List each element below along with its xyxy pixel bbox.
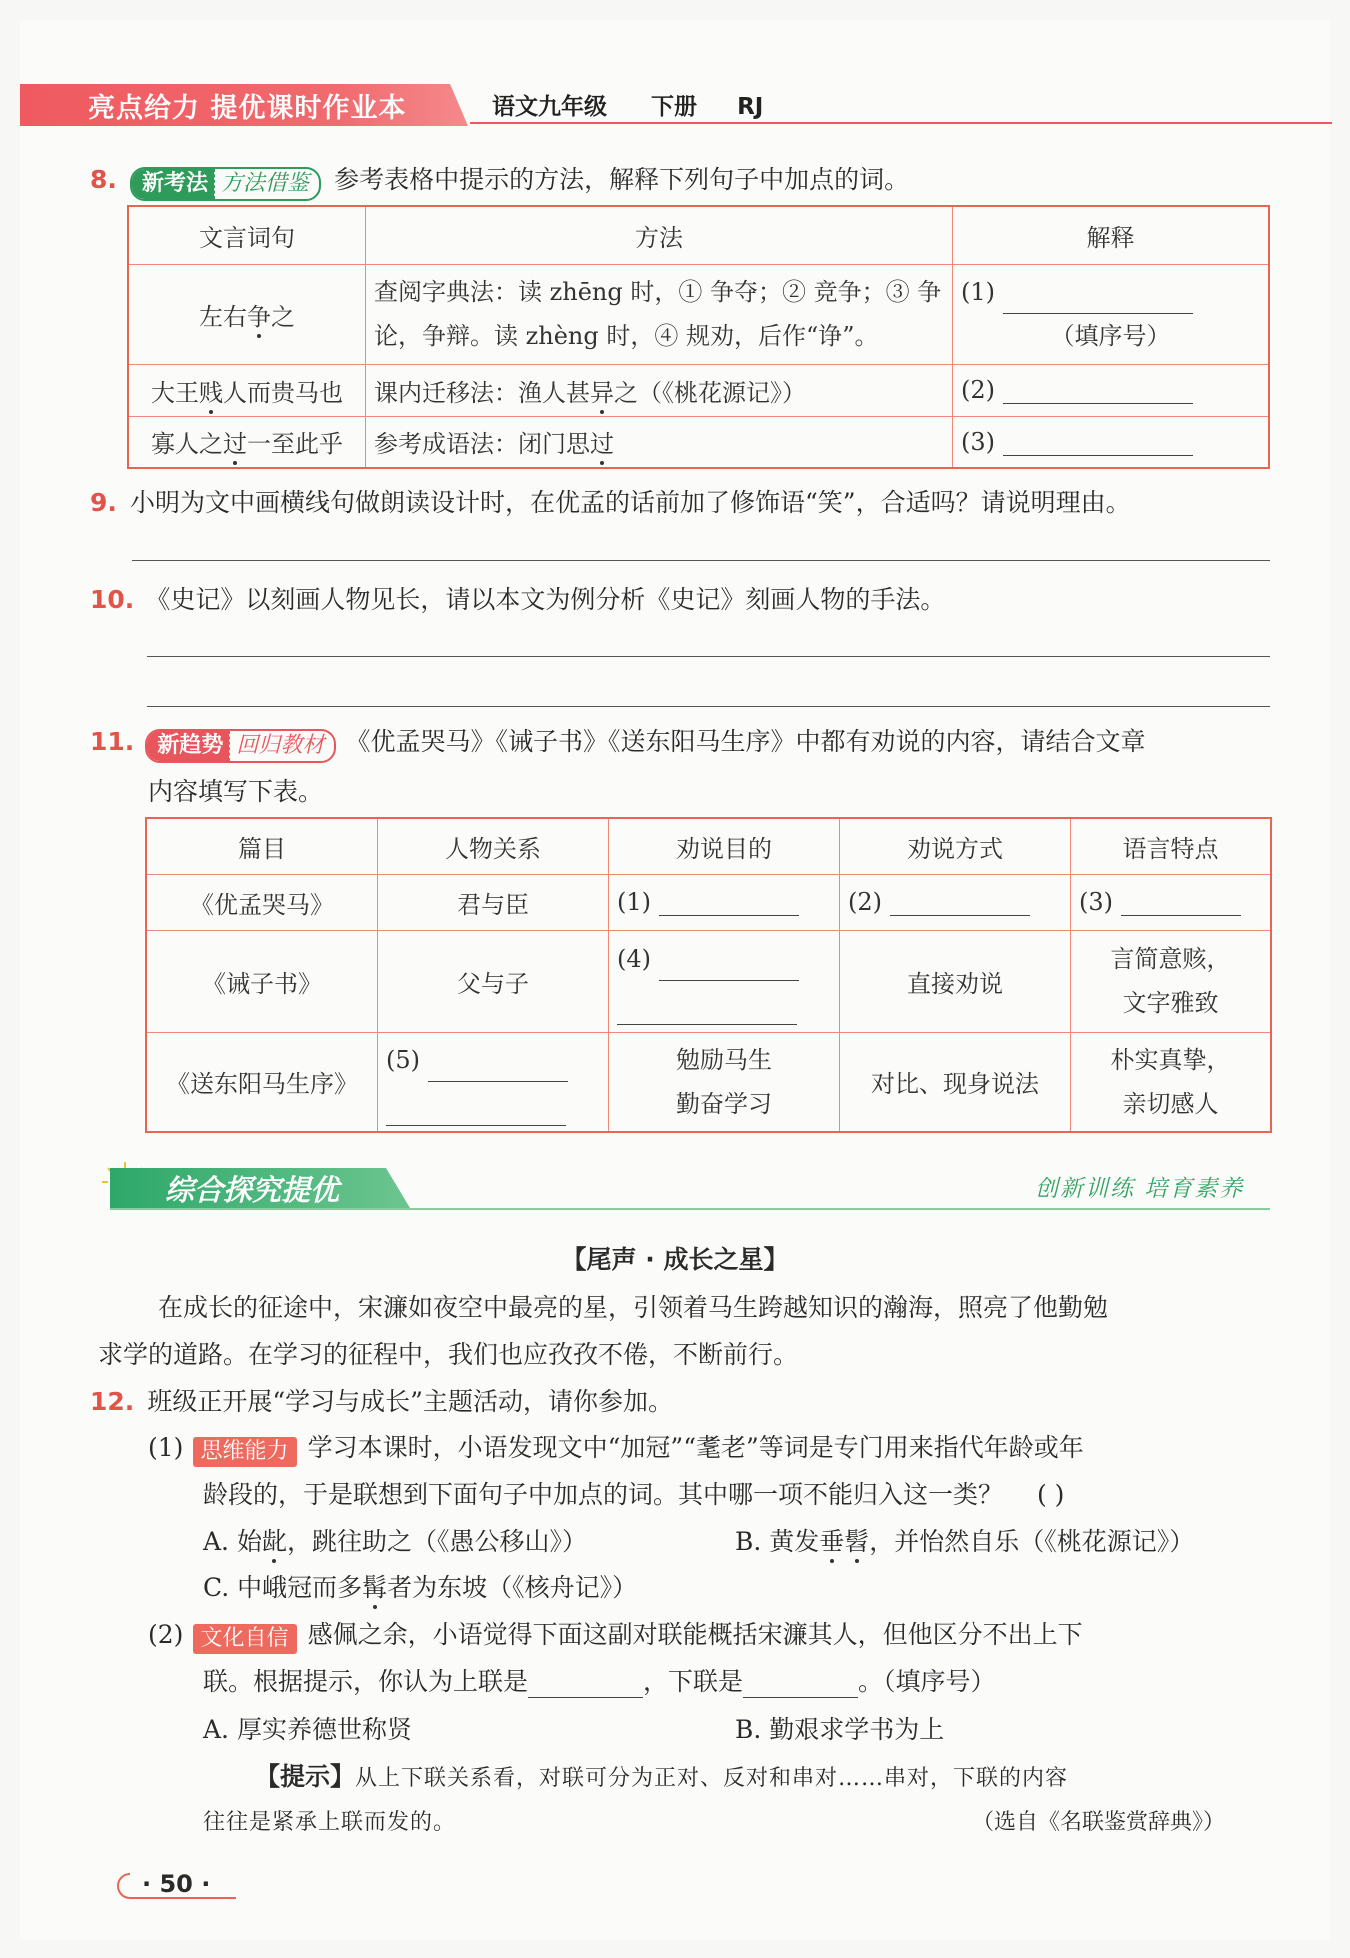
q12-sub1-line2: 龄段的，于是联想到下面句子中加点的词。其中哪一项不能归入这一类？ bbox=[203, 1480, 1004, 1509]
epilogue-p1: 在成长的征途中，宋濂如夜空中最亮的星，引领着马生跨越知识的瀚海，照亮了他勤勉 bbox=[158, 1293, 1109, 1322]
q12-hint bbox=[255, 1757, 1068, 1793]
q12-sub2-line2b: ，下联是 bbox=[643, 1667, 744, 1696]
q8-r3-method: 参考成语法：闭门思过 bbox=[366, 416, 953, 468]
q8-r1-method-line1: 查阅字典法：读 zhēng 时，① 争夺；② 竞争；③ 争 bbox=[374, 278, 942, 306]
q11-r1-style-cell bbox=[1071, 874, 1272, 930]
q8-prompt: 参考表格中提示的方法，解释下列句子中加点的词。 bbox=[334, 165, 910, 194]
q8-r1-method-line2: 论，争辩。读 zhèng 时，④ 规劝，后作“诤”。 bbox=[374, 322, 879, 350]
q8-r3-label: (3) bbox=[961, 427, 995, 456]
q8-number: 8. bbox=[90, 165, 117, 194]
q8-tag bbox=[130, 167, 321, 201]
q11-heading bbox=[90, 722, 1146, 763]
q11-r3-title: 《送东阳马生序》 bbox=[146, 1032, 378, 1132]
q8-row-3 bbox=[128, 416, 1269, 468]
q8-r2-answer bbox=[953, 364, 1270, 416]
header-rule bbox=[470, 122, 1332, 124]
q12-option-c: C. 中峨冠而多髯者为东坡（《核舟记》） bbox=[203, 1573, 638, 1602]
q12-couplet-b: B. 勤艰求学书为上 bbox=[735, 1715, 945, 1744]
q8-tag-b: 方法借鉴 bbox=[214, 169, 319, 199]
q11-answer-2[interactable] bbox=[890, 889, 1030, 916]
q11-header-purpose: 劝说目的 bbox=[609, 818, 840, 874]
q8-r1-method bbox=[366, 264, 953, 364]
q11-r1-purpose: (1) bbox=[617, 888, 651, 916]
q9-text: 小明为文中画横线句做朗读设计时，在优孟的话前加了修饰语“笑”，合适吗？请说明理由。 bbox=[130, 488, 1131, 517]
q12-sub1-answer[interactable]: ( ) bbox=[1036, 1480, 1065, 1509]
q11-r1-style: (3) bbox=[1079, 888, 1113, 916]
q11-answer-1[interactable] bbox=[659, 889, 799, 916]
q11-line2: 内容填写下表。 bbox=[148, 777, 324, 806]
q10-text: 《史记》以刻画人物见长，请以本文为例分析《史记》刻画人物的手法。 bbox=[145, 585, 946, 614]
q8-header-explain: 解释 bbox=[953, 206, 1270, 264]
q8-r3-answer bbox=[953, 416, 1270, 468]
q8-r3-sentence: 寡人之过一至此乎 bbox=[128, 416, 366, 468]
q11-header-relation: 人物关系 bbox=[378, 818, 609, 874]
q12-lower-answer[interactable] bbox=[743, 1671, 858, 1698]
section-motto: 创新训练 培育素养 bbox=[1035, 1176, 1245, 1202]
q10-answer-line-2[interactable] bbox=[147, 706, 1270, 707]
q11-r1-purpose-cell bbox=[609, 874, 840, 930]
q12-sub1-line1: 学习本课时，小语发现文中“加冠”“耄老”等词是专门用来指代年龄或年 bbox=[307, 1433, 1084, 1462]
q11-answer-5[interactable] bbox=[428, 1055, 568, 1082]
q12-sub1-label: (1) bbox=[148, 1433, 184, 1462]
q11-number: 11. bbox=[90, 727, 135, 756]
q11-header-way: 劝说方式 bbox=[840, 818, 1071, 874]
q11-answer-3[interactable] bbox=[1121, 889, 1241, 916]
q11-r2-purpose: (4) bbox=[617, 945, 651, 973]
q9 bbox=[90, 483, 1131, 519]
q11-tag-a: 新趋势 bbox=[147, 731, 229, 761]
q8-r2-sentence: 大王贱人而贵马也 bbox=[128, 364, 366, 416]
q12-sub2-line1: 感佩之余，小语觉得下面这副对联能概括宋濂其人，但他区分不出上下 bbox=[307, 1620, 1083, 1649]
q8-header-sentence: 文言词句 bbox=[128, 206, 366, 264]
q11-r1-way: (2) bbox=[848, 888, 882, 916]
q10-answer-line-1[interactable] bbox=[147, 656, 1270, 657]
q12-sub2-line2a: 联。根据提示，你认为上联是 bbox=[203, 1667, 529, 1696]
q12-sub2-tag: 文化自信 bbox=[193, 1624, 297, 1654]
header-book-info bbox=[492, 88, 763, 121]
header-subject: 语文九年级 bbox=[492, 94, 607, 120]
q12-heading bbox=[90, 1382, 673, 1418]
q9-answer-line[interactable] bbox=[132, 560, 1270, 561]
q8-r1-label: (1) bbox=[961, 278, 995, 306]
q11-r2-way: 直接劝说 bbox=[840, 930, 1071, 1032]
q11-r2-style2: 文字雅致 bbox=[1122, 989, 1219, 1017]
q10-number: 10. bbox=[90, 585, 135, 614]
page-number: · 50 · bbox=[142, 1870, 211, 1898]
q11-row-2 bbox=[146, 930, 1271, 1032]
q11-table bbox=[145, 817, 1272, 1133]
q11-row-3 bbox=[146, 1032, 1271, 1132]
q11-answer-4b[interactable] bbox=[617, 998, 797, 1025]
q12-number: 12. bbox=[90, 1387, 135, 1416]
header-edition: RJ bbox=[737, 94, 764, 120]
q12-hint-label: 【提示】 bbox=[255, 1762, 356, 1791]
q8-header-method: 方法 bbox=[366, 206, 953, 264]
q11-r2-purpose-cell bbox=[609, 930, 840, 1032]
q11-r1-relation: 君与臣 bbox=[378, 874, 609, 930]
q8-answer-2[interactable] bbox=[1003, 377, 1193, 404]
q12-intro: 班级正开展“学习与成长”主题活动，请你参加。 bbox=[147, 1387, 673, 1416]
q8-tag-a: 新考法 bbox=[132, 169, 214, 199]
q12-sub2-line2c: 。（填序号） bbox=[858, 1667, 996, 1696]
q12-option-b: B. 黄发垂髫，并怡然自乐（《桃花源记》） bbox=[735, 1527, 1195, 1556]
q11-r2-style1: 言简意赅， bbox=[1110, 945, 1231, 973]
q8-answer-1[interactable] bbox=[1003, 287, 1193, 314]
q11-r3-purpose2: 勤奋学习 bbox=[676, 1089, 772, 1118]
q8-row-1 bbox=[128, 264, 1269, 364]
q11-r1-title: 《优孟哭马》 bbox=[146, 874, 378, 930]
q12-sub1 bbox=[148, 1428, 1084, 1467]
header-volume: 下册 bbox=[651, 94, 698, 120]
q11-r2-style-cell bbox=[1071, 930, 1272, 1032]
q11-r2-relation: 父与子 bbox=[378, 930, 609, 1032]
q8-r2-label: (2) bbox=[961, 376, 995, 404]
q11-tag bbox=[145, 729, 336, 763]
q11-r3-purpose1: 勉励马生 bbox=[676, 1045, 772, 1074]
q11-r3-purpose-cell bbox=[609, 1032, 840, 1132]
q11-header-style: 语言特点 bbox=[1071, 818, 1272, 874]
q12-sub2-line2 bbox=[203, 1662, 996, 1698]
section-title: 综合探究提优 bbox=[165, 1173, 340, 1207]
q11-r1-way-cell bbox=[840, 874, 1071, 930]
q8-r1-answer bbox=[953, 264, 1270, 364]
q11-r3-style1: 朴实真挚， bbox=[1110, 1045, 1231, 1074]
section-rule bbox=[110, 1208, 1270, 1210]
epilogue-heading: 【尾声 · 成长之星】 bbox=[561, 1245, 789, 1274]
q12-hint-line1: 从上下联关系看，对联可分为正对、反对和串对……串对，下联的内容 bbox=[355, 1766, 1069, 1791]
q12-option-a: A. 始龀，跳往助之（《愚公移山》） bbox=[203, 1527, 587, 1556]
q11-header-title: 篇目 bbox=[146, 818, 378, 874]
q8-r1-sentence: 左右争之 bbox=[128, 264, 366, 364]
q8-table bbox=[127, 205, 1270, 469]
header-brand: 亮点给力 提优课时作业本 bbox=[88, 93, 407, 124]
q12-hint-line2: 往往是紧承上联而发的。 bbox=[203, 1810, 457, 1835]
q11-r3-way: 对比、现身说法 bbox=[840, 1032, 1071, 1132]
q11-r3-relation: (5) bbox=[386, 1045, 420, 1074]
q11-r3-relation-cell bbox=[378, 1032, 609, 1132]
q11-line1: 《优孟哭马》《诫子书》《送东阳马生序》中都有劝说的内容，请结合文章 bbox=[345, 727, 1146, 756]
q10 bbox=[90, 580, 945, 616]
q11-r3-style-cell bbox=[1071, 1032, 1272, 1132]
q12-sub1-tag: 思维能力 bbox=[193, 1437, 297, 1467]
q12-upper-answer[interactable] bbox=[528, 1671, 643, 1698]
q11-r2-title: 《诫子书》 bbox=[146, 930, 378, 1032]
q12-sub2 bbox=[148, 1615, 1083, 1654]
q11-answer-4[interactable] bbox=[659, 954, 799, 981]
q11-header-row bbox=[146, 818, 1271, 874]
q12-source: （选自《名联鉴赏辞典》） bbox=[972, 1810, 1226, 1835]
q11-tag-b: 回归教材 bbox=[229, 731, 334, 761]
q8-r1-note: （填序号） bbox=[1050, 322, 1171, 350]
q11-r3-style2: 亲切感人 bbox=[1122, 1089, 1219, 1118]
q8-header-row bbox=[128, 206, 1269, 264]
q8-row-2 bbox=[128, 364, 1269, 416]
q8-heading bbox=[90, 160, 909, 201]
q12-sub2-label: (2) bbox=[148, 1620, 184, 1649]
q8-answer-3[interactable] bbox=[1003, 429, 1193, 456]
epilogue-p2: 求学的道路。在学习的征程中，我们也应孜孜不倦，不断前行。 bbox=[98, 1340, 799, 1369]
q11-answer-5b[interactable] bbox=[386, 1099, 566, 1126]
q8-r2-method: 课内迁移法：渔人甚异之（《桃花源记》） bbox=[366, 364, 953, 416]
q11-row-1 bbox=[146, 874, 1271, 930]
q12-couplet-a: A. 厚实养德世称贤 bbox=[203, 1715, 412, 1744]
q9-number: 9. bbox=[90, 488, 117, 517]
q12-sub1-line2-row bbox=[203, 1475, 1064, 1511]
